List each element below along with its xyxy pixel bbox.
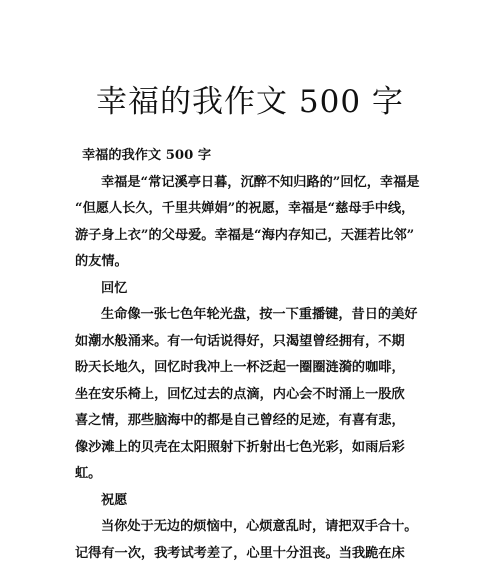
paragraph-line: 盼天长地久，回忆时我冲上一杯泛起一圈圈涟漪的咖啡， [75, 355, 425, 382]
section-heading-memory: 回忆 [75, 276, 425, 303]
paragraph-line: 虹。 [75, 461, 425, 488]
paragraph-line: 当你处于无边的烦恼中，心烦意乱时，请把双手合十。 [75, 514, 425, 541]
document-subtitle: 幸福的我作文 500 字 [75, 143, 425, 170]
paragraph-line: 喜之情，那些脑海中的都是自己曾经的足迹，有喜有悲， [75, 408, 425, 435]
paragraph-line: 像沙滩上的贝壳在太阳照射下折射出七色光彩，如雨后彩 [75, 435, 425, 462]
paragraph-line: 坐在安乐椅上，回忆过去的点滴，内心会不时涌上一股欣 [75, 382, 425, 409]
document-body [75, 143, 425, 567]
section-heading-wishes: 祝愿 [75, 488, 425, 515]
paragraph-line: 记得有一次，我考试考差了，心里十分沮丧。当我跪在床 [75, 541, 425, 567]
paragraph-line: 游子身上衣”的父母爱。幸福是“海内存知己，天涯若比邻” [75, 223, 425, 250]
paragraph-line: 如潮水般涌来。有一句话说得好，只渴望曾经拥有，不期 [75, 329, 425, 356]
paragraph-line: 的友情。 [75, 249, 425, 276]
paragraph-line: 幸福是“常记溪亭日暮，沉醉不知归路的”回忆，幸福是 [75, 170, 425, 197]
document-title: 幸福的我作文 500 字 [0, 82, 500, 122]
paragraph-line: 生命像一张七色年轮光盘，按一下重播键，昔日的美好 [75, 302, 425, 329]
paragraph-line: “但愿人长久，千里共婵娟”的祝愿，幸福是“慈母手中线， [75, 196, 425, 223]
